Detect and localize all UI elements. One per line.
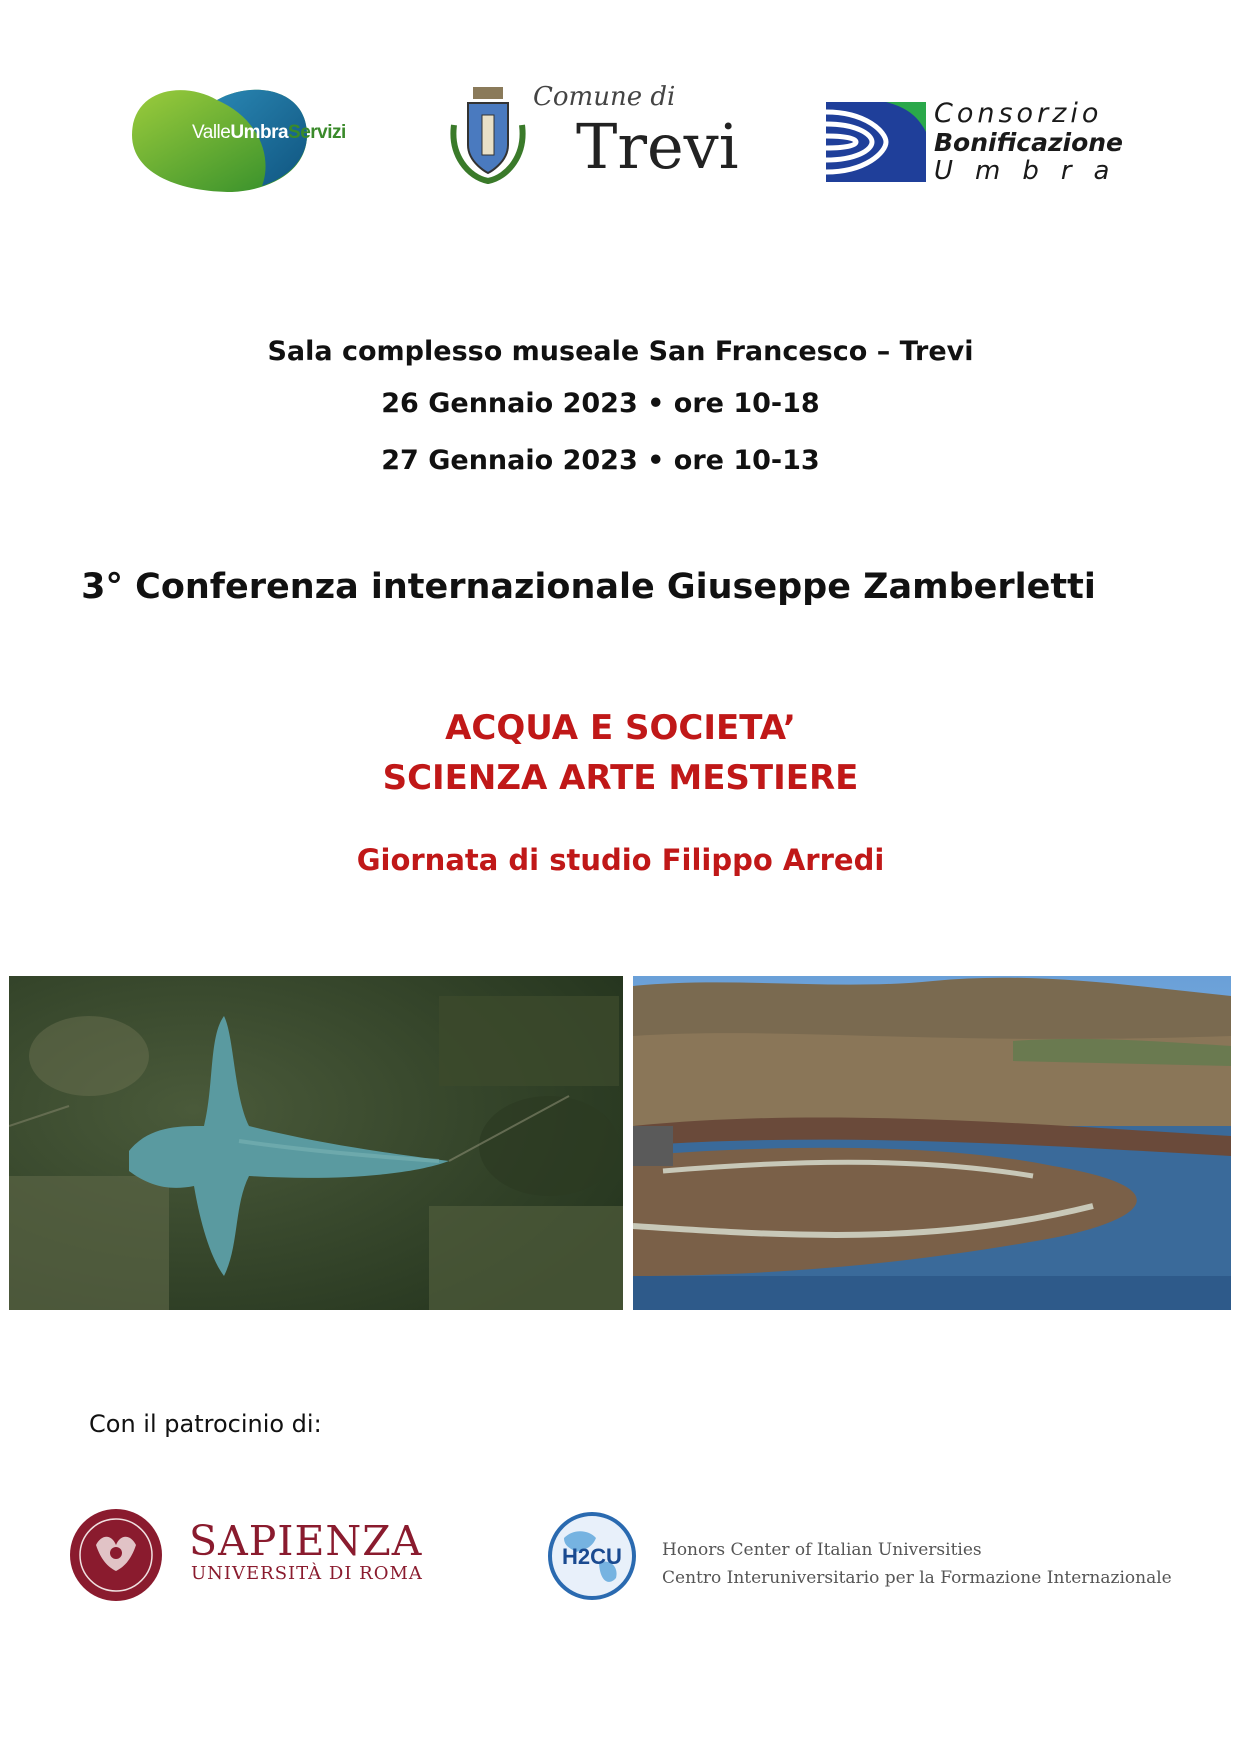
consorzio-line1: Consorzio [934, 98, 1103, 129]
h2cu-line2: Centro Interuniversitario per la Formazione Internazionale [662, 1568, 1172, 1588]
main-title-line-2: SCIENZA ARTE MESTIERE [382, 758, 859, 798]
main-title-line-1: ACQUA E SOCIETA’ [445, 708, 796, 748]
reservoir-satellite-photo [9, 976, 623, 1310]
h2cu-badge-label: H2CU [562, 1544, 622, 1569]
patronage-label: Con il patrocinio di: [89, 1410, 322, 1438]
event-date-2: 27 Gennaio 2023 • ore 10-13 [381, 445, 820, 476]
dam-landscape-photo [633, 976, 1231, 1310]
sapienza-logo [66, 1505, 436, 1615]
event-venue: Sala complesso museale San Francesco – Trevi [267, 336, 974, 367]
consorzio-wave-icon [826, 102, 926, 182]
conference-title: 3° Conferenza internazionale Giuseppe Zamberletti [81, 567, 1096, 607]
valle-umbra-wordmark [192, 122, 346, 144]
consorzio-bonificazione-logo [826, 100, 1136, 184]
h2cu-globe-icon [544, 1508, 640, 1604]
sapienza-title: SAPIENZA [189, 1517, 423, 1565]
valle-umbra-word2: Umbra [230, 122, 289, 143]
study-day-subtitle: Giornata di studio Filippo Arredi [356, 843, 885, 877]
h2cu-logo [544, 1508, 1194, 1608]
valle-umbra-word1: Valle [192, 122, 231, 143]
consorzio-line2: Bonificazione [934, 128, 1124, 157]
comune-di-label: Comune di [533, 82, 676, 112]
sapienza-subtitle: UNIVERSITÀ DI ROMA [191, 1563, 423, 1584]
comune-trevi-logo [448, 80, 748, 190]
coat-of-arms-icon [448, 85, 528, 185]
event-date-1: 26 Gennaio 2023 • ore 10-18 [381, 388, 820, 419]
consorzio-line3: Umbra [934, 156, 1132, 186]
valle-umbra-word3: Servizi [288, 122, 346, 143]
valle-umbra-servizi-logo [122, 80, 382, 195]
h2cu-line1: Honors Center of Italian Universities [662, 1540, 982, 1560]
trevi-label: Trevi [576, 110, 739, 183]
sapienza-seal-icon [66, 1505, 166, 1605]
